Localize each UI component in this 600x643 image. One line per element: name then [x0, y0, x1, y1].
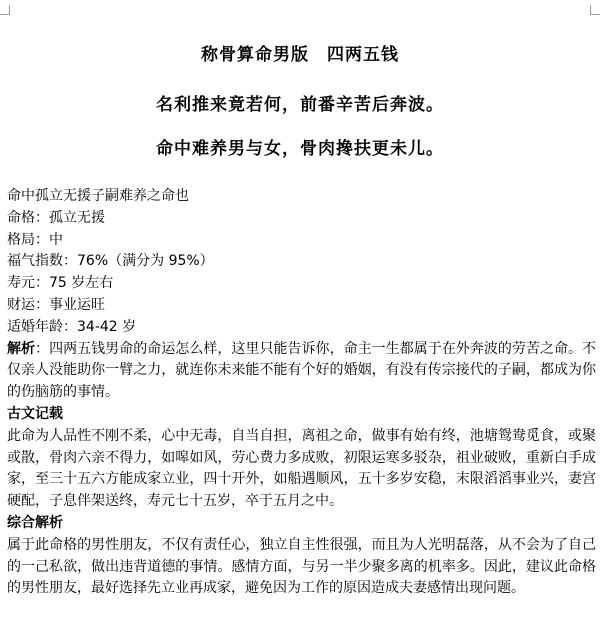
summary-pattern: 命格：孤立无援 — [7, 209, 105, 226]
comprehensive-analysis-heading: 综合解析 — [7, 514, 63, 531]
page-corner-mark-right — [590, 5, 600, 15]
ancient-record-heading: 古文记载 — [7, 405, 63, 422]
summary-wealth: 财运：事业运旺 — [7, 296, 105, 313]
verse-line-2: 命中难养男与女，骨肉搀扶更未儿。 — [156, 139, 444, 159]
analysis-label: 解析 — [7, 340, 36, 357]
summary-marriage-age: 适婚年龄：34-42 岁 — [7, 318, 137, 335]
analysis-text: ：四两五钱男命的命运怎么样，这里只能告诉你，命主一生都属于在外奔波的劳苦之命。不仅亲人没能助你一臂之力，就连你未来能不能有个好的婚姻，有没有传宗接代的子嗣，都成为你的伤脑筋的事情。 — [7, 340, 597, 401]
analysis-paragraph — [7, 339, 596, 404]
document-body — [7, 186, 596, 600]
verse-line-1: 名利推来竟若何，前番辛苦后奔波。 — [156, 95, 444, 115]
page-corner-mark-left — [0, 5, 10, 15]
comprehensive-analysis-text: 属于此命格的男性朋友，不仅有责任心，独立自主性很强，而且为人光明磊落，从不会为了自己的一己私欲，做出违背道德的事情。感情方面，与另一半少聚多离的机率多。因此，建议此命格的男性朋友，最好选择先立业再成家，避免因为工作的原因造成夫妻感情出现问题。 — [7, 536, 596, 597]
summary-lifespan: 寿元：75 岁左右 — [7, 275, 114, 292]
document-title: 称骨算命男版 四两五钱 — [201, 45, 399, 65]
ancient-record-text: 此命为人品性不刚不柔，心中无毒，自当自担，离祖之命，做事有始有终，池塘鸳鸯觅食，或聚或散，骨肉六亲不得力，如嗥如风，劳心费力多成败，初限运寒多驳杂，祖业破败，重新白手成家，至三十五六方能成家立业，四十开外，如船遇顺风，五十多岁安稳，末限滔滔事业兴，妻宫硬配，子息伴架送终，寿元七十五岁，卒于五月之中。 — [7, 427, 596, 510]
summary-structure: 格局：中 — [7, 231, 63, 248]
summary-fortune-index: 福气指数：76%（满分为 95%） — [7, 253, 214, 270]
summary-fate: 命中孤立无援子嗣难养之命也 — [7, 188, 189, 204]
